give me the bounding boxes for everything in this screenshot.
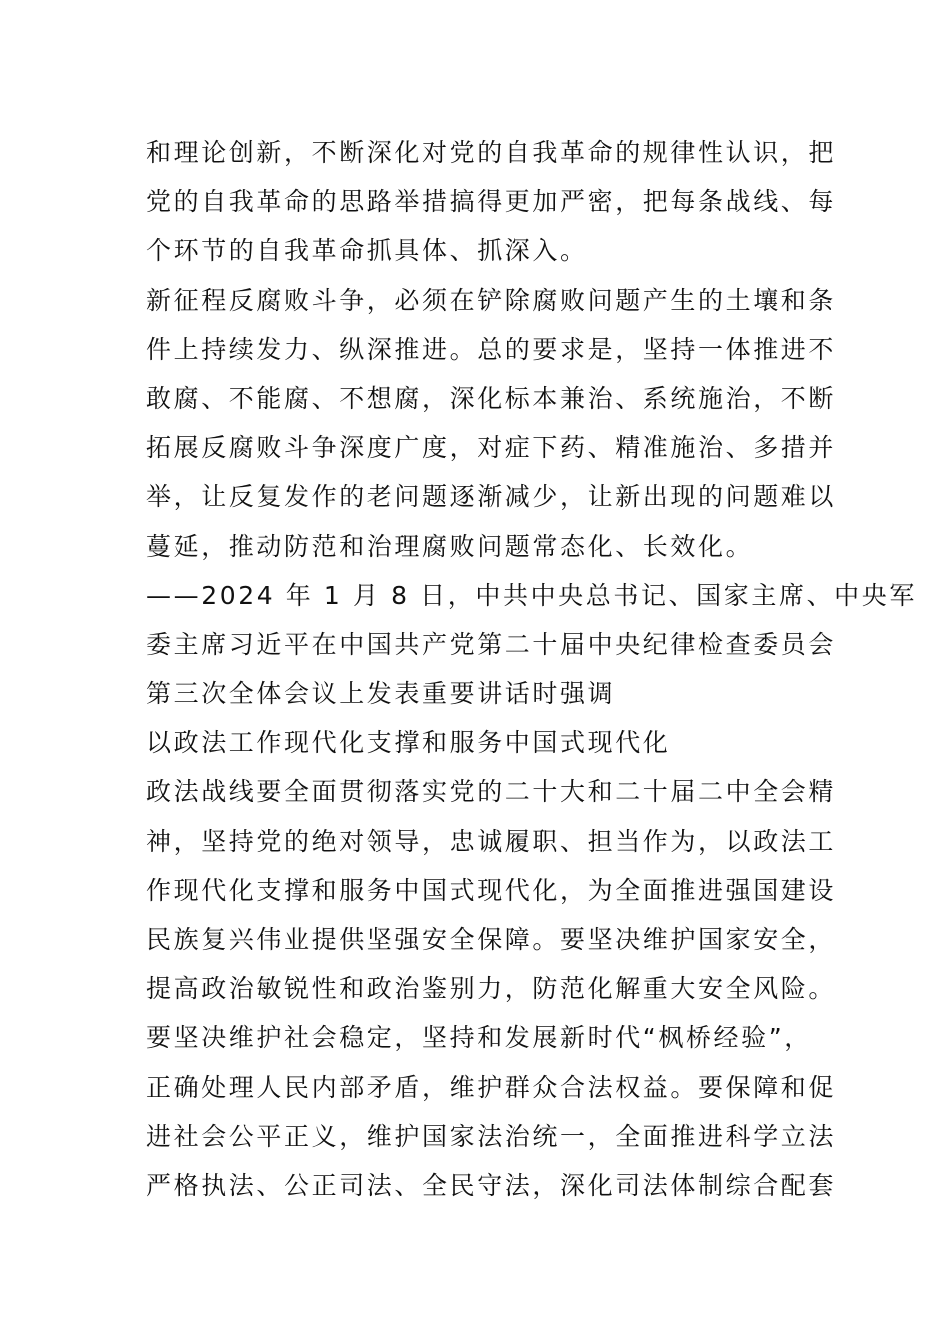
text-line: 神，坚持党的绝对领导，忠诚履职、担当作为，以政法工 bbox=[146, 826, 837, 856]
text-line: 提高政治敏锐性和政治鉴别力，防范化解重大安全风险。 bbox=[146, 974, 837, 1004]
document-body bbox=[146, 128, 917, 1210]
text-line: 委主席习近平在中国共产党第二十届中央纪律检查委员会 bbox=[146, 629, 837, 659]
text-line: 党的自我革命的思路举措搞得更加严密，把每条战线、每 bbox=[146, 187, 837, 217]
text-line: 和理论创新，不断深化对党的自我革命的规律性认识，把 bbox=[146, 138, 837, 167]
text-line: 作现代化支撑和服务中国式现代化，为全面推进强国建设 bbox=[146, 875, 837, 905]
text-line: 进社会公平正义，维护国家法治统一，全面推进科学立法 bbox=[146, 1121, 837, 1151]
text-line: 正确处理人民内部矛盾，维护群众合法权益。要保障和促 bbox=[146, 1072, 837, 1102]
text-line: 件上持续发力、纵深推进。总的要求是，坚持一体推进不 bbox=[146, 334, 837, 364]
text-line: 举，让反复发作的老问题逐渐减少，让新出现的问题难以 bbox=[146, 482, 837, 512]
text-line: 政法战线要全面贯彻落实党的二十大和二十届二中全会精 bbox=[146, 777, 837, 807]
text-line: ——2024 年 1 月 8 日，中共中央总书记、国家主席、中央军 bbox=[146, 580, 917, 610]
text-line: 新征程反腐败斗争，必须在铲除腐败问题产生的土壤和条 bbox=[146, 285, 837, 315]
text-line: 拓展反腐败斗争深度广度，对症下药、精准施治、多措并 bbox=[146, 433, 837, 463]
section-heading: 以政法工作现代化支撑和服务中国式现代化 bbox=[146, 728, 671, 758]
text-line: 第三次全体会议上发表重要讲话时强调 bbox=[146, 679, 616, 709]
text-line: 敢腐、不能腐、不想腐，深化标本兼治、系统施治，不断 bbox=[146, 383, 837, 413]
text-line: 要坚决维护社会稳定，坚持和发展新时代“枫桥经验”， bbox=[146, 1023, 812, 1053]
text-line: 严格执法、公正司法、全民守法，深化司法体制综合配套 bbox=[146, 1170, 837, 1200]
text-line: 蔓延，推动防范和治理腐败问题常态化、长效化。 bbox=[146, 531, 754, 561]
text-line: 个环节的自我革命抓具体、抓深入。 bbox=[146, 236, 588, 266]
text-line: 民族复兴伟业提供坚强安全保障。要坚决维护国家安全， bbox=[146, 925, 837, 954]
